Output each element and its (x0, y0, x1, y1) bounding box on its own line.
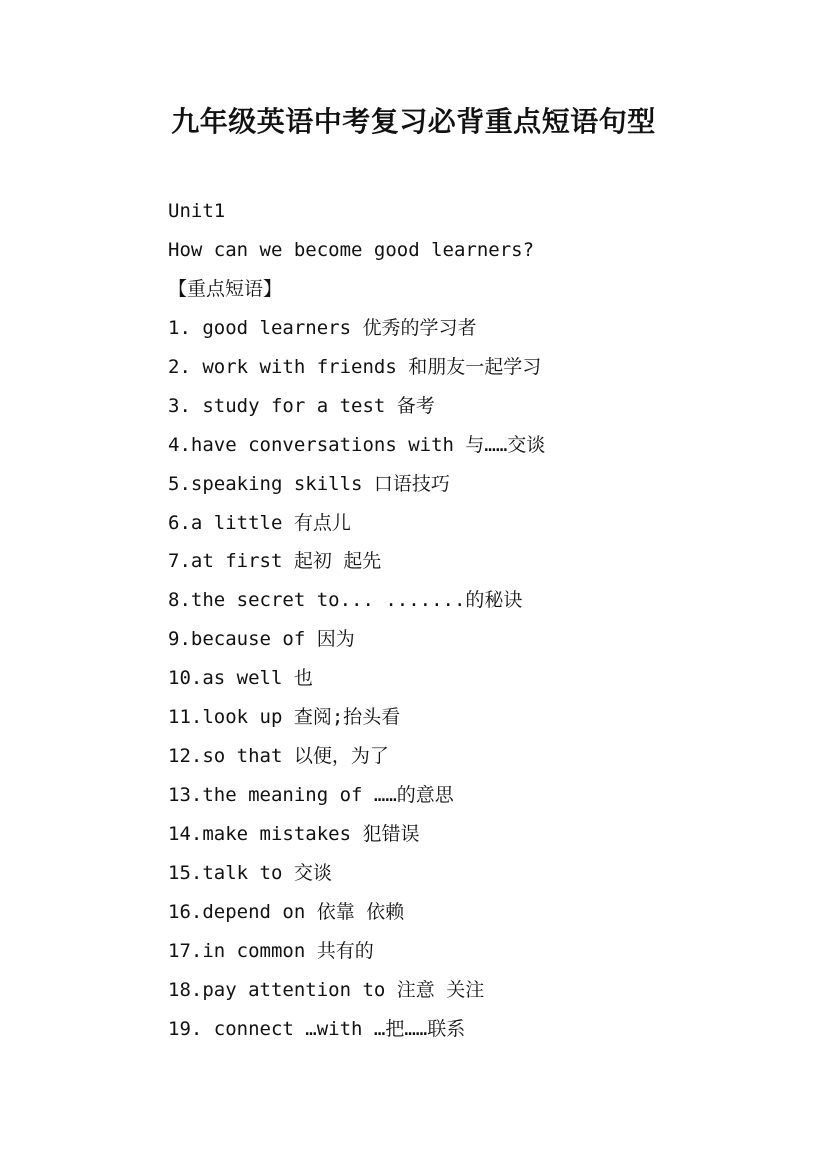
phrase-item: 12.so that 以便，为了 (168, 745, 389, 768)
section-heading: 【重点短语】 (168, 277, 283, 300)
phrase-item: 1. good learners 优秀的学习者 (168, 316, 477, 339)
phrase-item: 9.because of 因为 (168, 628, 355, 651)
phrase-item: 13.the meaning of ……的意思 (168, 784, 454, 807)
phrase-item: 3. study for a test 备考 (168, 394, 435, 417)
phrase-item: 8.the secret to... .......的秘诀 (168, 589, 523, 612)
phrase-item: 15.talk to 交谈 (168, 861, 332, 884)
phrase-item: 7.at first 起初 起先 (168, 550, 382, 573)
document-body (168, 192, 768, 1049)
phrase-item: 4.have conversations with 与……交谈 (168, 433, 546, 456)
phrase-item: 17.in common 共有的 (168, 939, 374, 962)
phrase-item: 19. connect …with …把……联系 (168, 1017, 466, 1040)
phrase-item: 16.depend on 依靠 依赖 (168, 900, 405, 923)
phrase-item: 6.a little 有点儿 (168, 511, 351, 534)
unit-label: Unit1 (168, 200, 226, 222)
phrase-item: 11.look up 查阅;抬头看 (168, 706, 401, 729)
document-title: 九年级英语中考复习必背重点短语句型 (171, 105, 656, 138)
phrase-item: 10.as well 也 (168, 667, 313, 690)
phrase-item: 2. work with friends 和朋友一起学习 (168, 355, 542, 378)
unit-question: How can we become good learners? (168, 238, 535, 261)
phrase-item: 5.speaking skills 口语技巧 (168, 472, 450, 495)
phrase-item: 14.make mistakes 犯错误 (168, 823, 420, 845)
phrase-item: 18.pay attention to 注意 关注 (168, 978, 485, 1001)
